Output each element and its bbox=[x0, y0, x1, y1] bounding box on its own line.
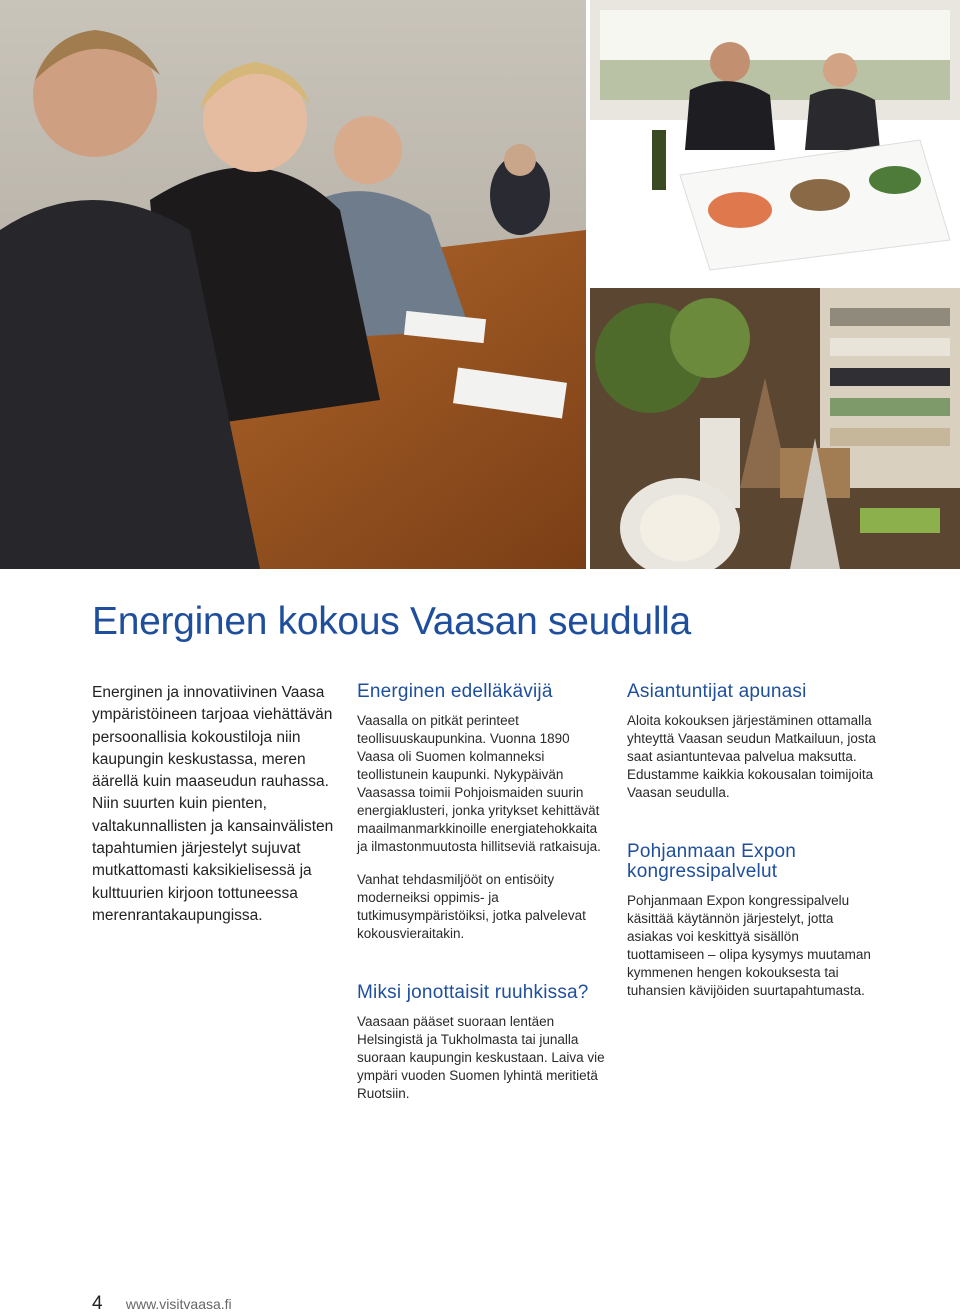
intro-paragraph: Energinen ja innovatiivinen Vaasa ympäristöineen tarjoaa viehättävän persoonallisia kokoustiloja niin kaupungin keskustassa, meren äärellä kuin maaseudun rauhassa. Niin suurten kuin pienten, valtakunnallisten ja kansainvälisten tapahtumien järjestelyt sujuvat mutkattomasti kaksikielisessä ja kulttuurien kirjoon tottuneessa merenrantakaupungissa. bbox=[92, 684, 334, 924]
section-heading-pohjanmaan: Pohjanmaan Expon kongressipalvelut bbox=[627, 841, 797, 882]
dining-photo bbox=[590, 0, 960, 284]
section-paragraph: Vaasalla on pitkät perinteet teollisuuskaupunkina. Vuonna 1890 Vaasa oli Suomen kolmanneksi teollistunein kaupunki. Nykypäivän Vaasassa toimii Pohjoismaiden suurin energiaklusteri, jonka yritykset kehittävät maailmanmarkkinoille energiatehokkaita ja ilmastonmuutosta hillitseviä ratkaisuja. bbox=[357, 713, 601, 854]
column-right bbox=[627, 682, 877, 1000]
footer-url-link[interactable]: www.visitvaasa.fi bbox=[125, 1296, 232, 1312]
page-footer bbox=[92, 1293, 232, 1315]
shop-photo bbox=[590, 288, 960, 569]
section-paragraph: Vanhat tehdasmiljööt on entisöity moderneiksi oppimis- ja tutkimusympäristöiksi, jotka palvelevat kokousvieraitakin. bbox=[357, 872, 586, 941]
section-heading-energinen: Energinen edelläkävijä bbox=[357, 681, 553, 702]
section-heading-asiantuntijat: Asiantuntijat apunasi bbox=[627, 681, 807, 702]
section-paragraph: Vaasaan pääset suoraan lentäen Helsingistä ja Tukholmasta tai junalla suoraan kaupungin keskustaan. Laiva vie ympäri vuoden Suomen lyhintä meritietä Ruotsiin. bbox=[357, 1014, 605, 1101]
meeting-photo bbox=[0, 0, 586, 569]
section-paragraph: Aloita kokouksen järjestäminen ottamalla yhteyttä Vaasan seudun Matkailuun, josta saat asiantuntevaa palvelua maksutta. Edustamme kaikkia kokousalan toimijoita Vaasan seudulla. bbox=[627, 713, 876, 800]
section-paragraph: Pohjanmaan Expon kongressipalvelu käsittää käytännön järjestelyt, jotta asiakas voi keskittyä sisällön tuottamiseen – olipa kysymys muutaman kymmenen hengen kokouksesta tai tuhansien kävijöiden suurtapahtumasta. bbox=[627, 893, 871, 998]
section-heading-miksi: Miksi jonottaisit ruuhkissa? bbox=[357, 982, 589, 1003]
page-number: 4 bbox=[92, 1293, 103, 1314]
page-title: Energinen kokous Vaasan seudulla bbox=[92, 600, 691, 643]
column-middle bbox=[357, 682, 607, 1103]
